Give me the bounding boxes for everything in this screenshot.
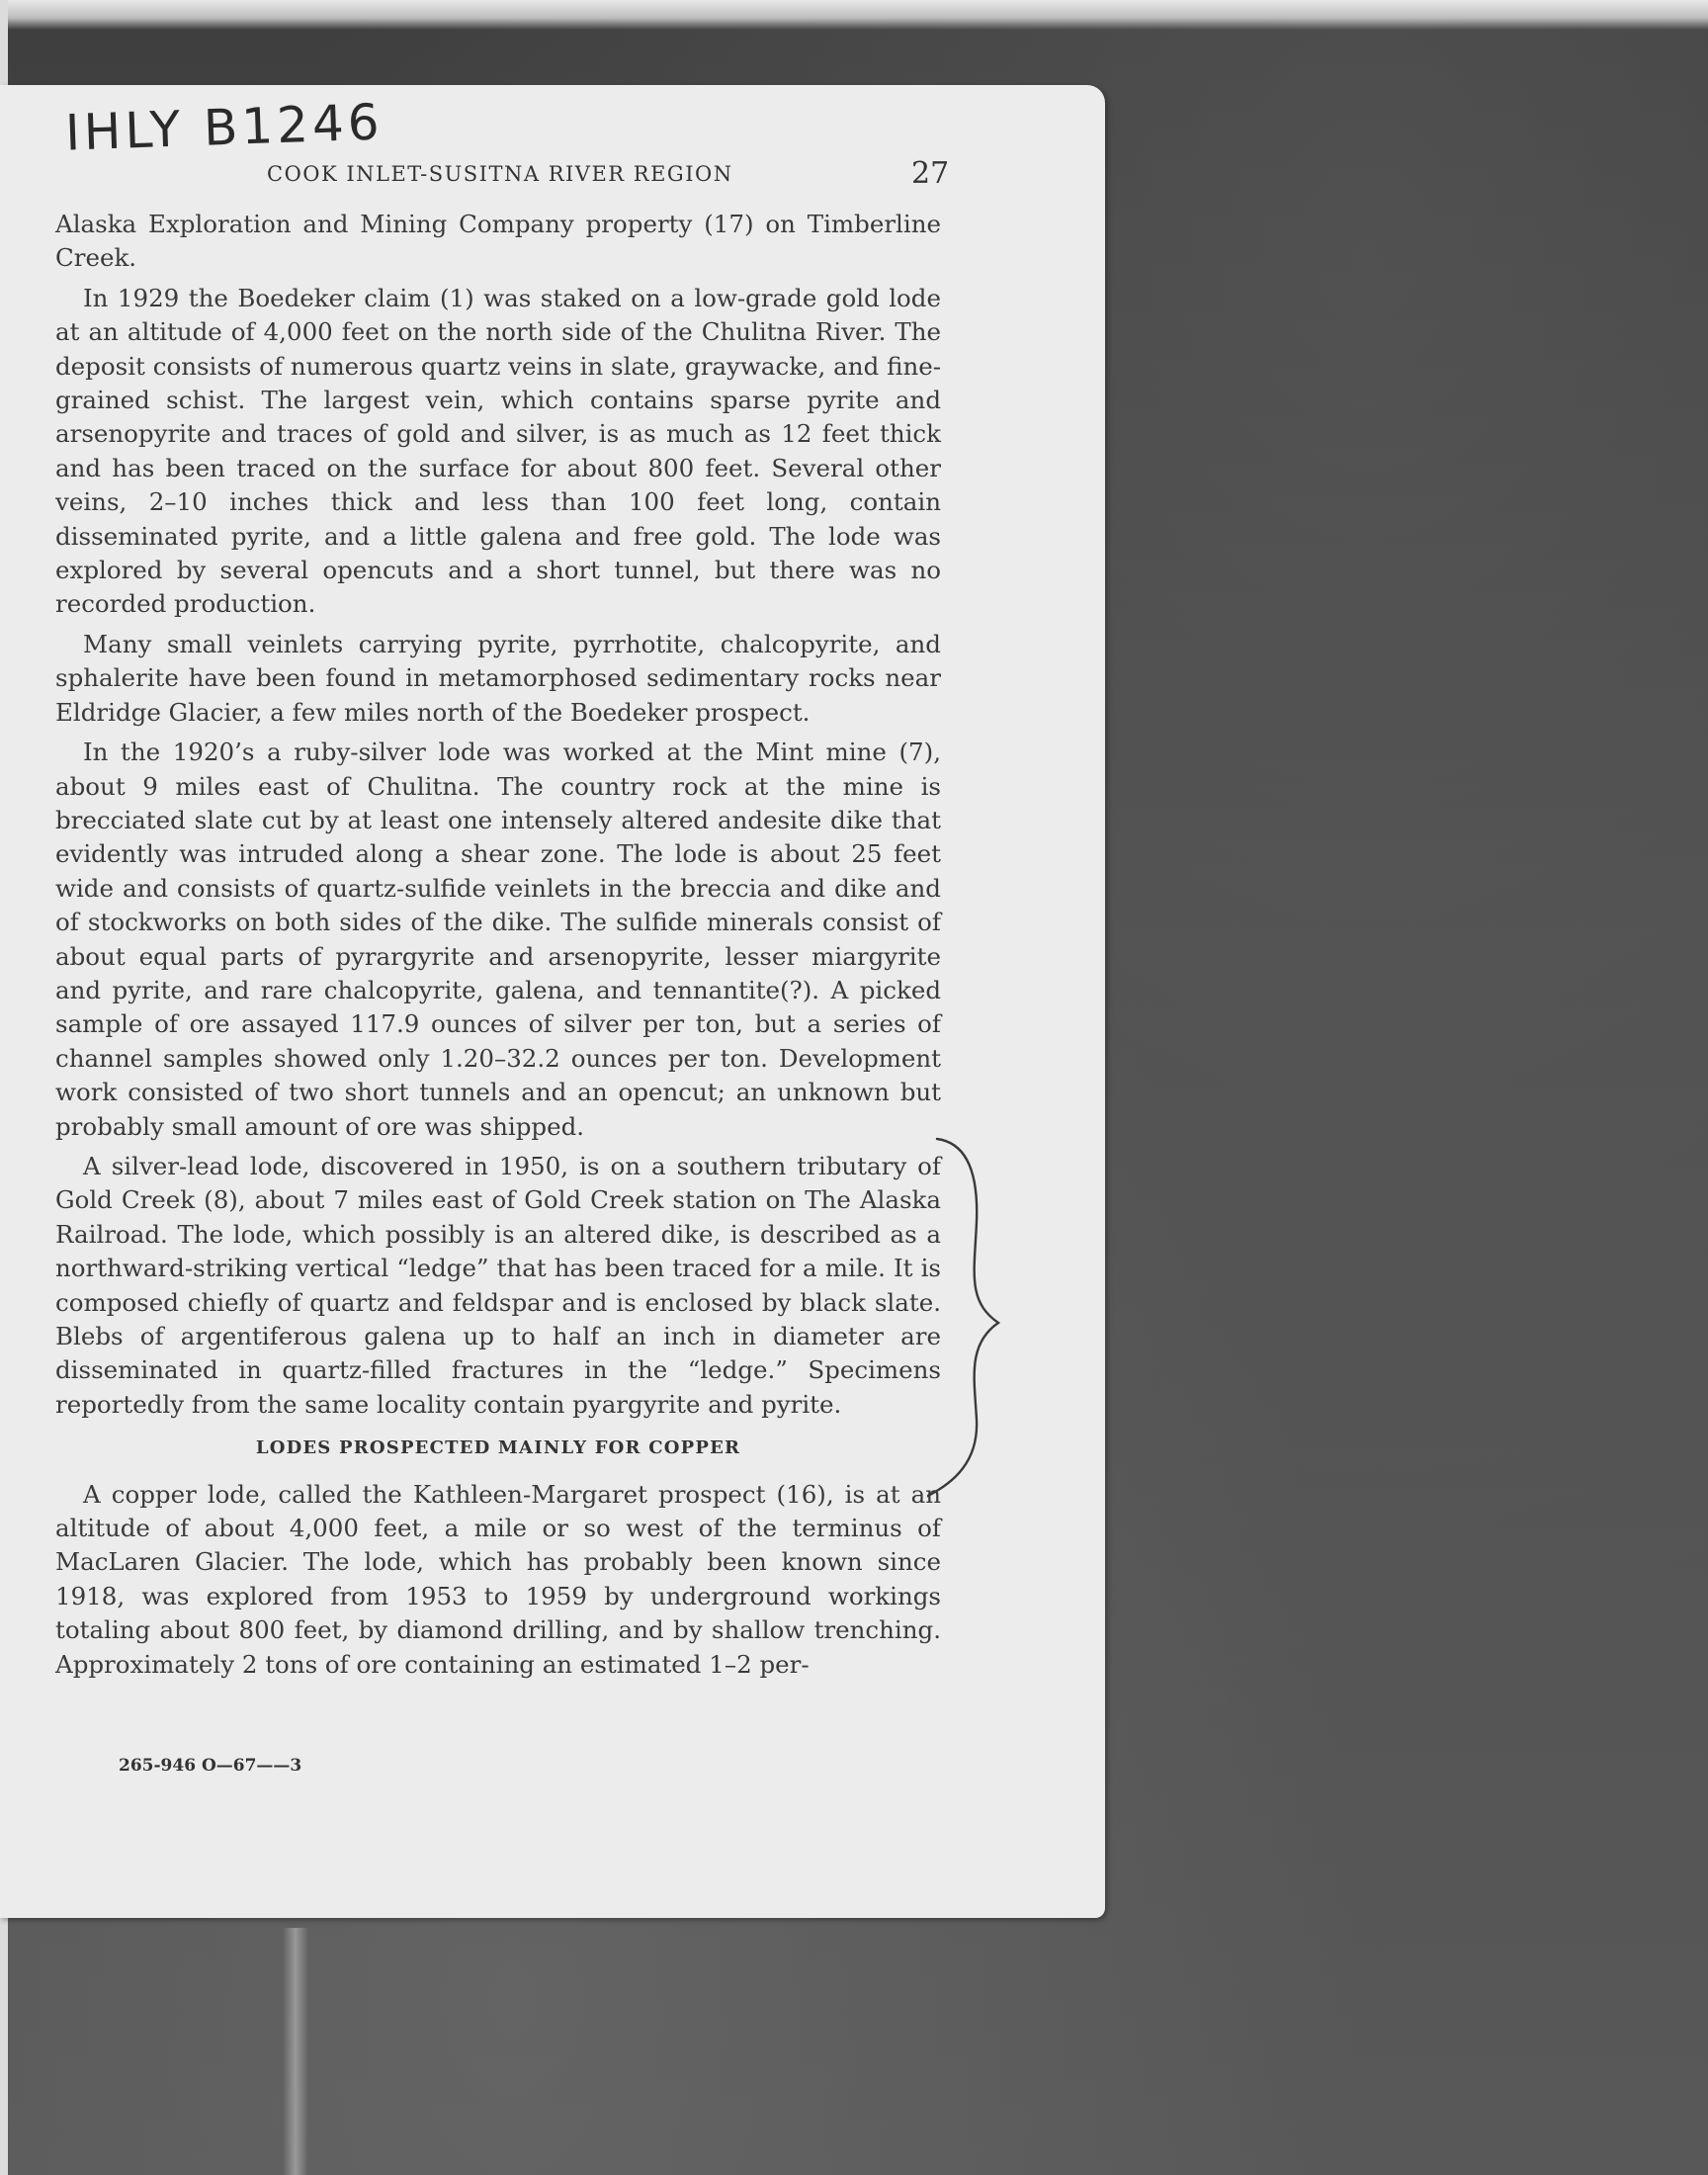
scan-streak [283,1928,308,2175]
paragraph-3: Many small veinlets carrying pyrite, pyrrhotite, chalcopyrite, and sphalerite have been found in metamorphosed sedimentary rocks near Eldridge Glacier, a few miles north of the Boedeker prospect. [55,629,941,727]
paragraph-2: In 1929 the Boedeker claim (1) was staked on a low-grade gold lode at an altitude of 4,000 feet on the north side of the Chulitna River. The deposit consists of numerous quartz veins in slate, graywacke, and fine-grained schist. The largest vein, which contains sparse pyrite and arsenopyrite and traces of gold and silver, is as much as 12 feet thick and has been traced on the surface for about 800 feet. Several other veins, 2–10 inches thick and less than 100 feet long, contain disseminated pyrite, and a little galena and free gold. The lode was explored by several opencuts and a short tunnel, but there was no recorded production. [55,283,941,619]
page-number: 27 [911,156,950,191]
handwritten-note: IHLY B1246 [64,93,384,162]
handwritten-brace [927,1133,1026,1509]
paragraph-4: In the 1920’s a ruby-silver lode was worked at the Mint mine (7), about 9 miles east of Chulitna. The country rock at the mine is brecciated slate cut by at least one intensely altered andesite dike that evidently was intruded along a shear zone. The lode is about 25 feet wide and consists of quartz-sulfide veinlets in the breccia and dike and of stockworks on both sides of the dike. The sulfide minerals consist of about equal parts of pyrargyrite and arsenopyrite, lesser miargyrite and pyrite, and rare chalcopyrite, galena, and tennantite(?). A picked sample of ore assayed 117.9 ounces of silver per ton, but a series of channel samples showed only 1.20–32.2 ounces per ton. Development work consisted of two short tunnels and an opencut; an unknown but probably small amount of ore was shipped. [55,738,941,1141]
body-text [55,208,941,1688]
scan-top-edge [0,0,1708,30]
print-code: 265-946 O—67——3 [119,1756,302,1776]
paragraph-1: Alaska Exploration and Mining Company property (17) on Timberline Creek. [55,210,941,273]
paragraph-6: A copper lode, called the Kathleen-Margaret prospect (16), is at an altitude of about 4,000 feet, a mile or so west of the terminus of MacLaren Glacier. The lode, which has probably been known since 1918, was explored from 1953 to 1959 by underground workings totaling about 800 feet, by diamond drilling, and by shallow trenching. Approximately 2 tons of ore containing an estimated 1–2 per- [55,1479,941,1679]
document-page [0,85,1105,1918]
paragraph-5: A silver-lead lode, discovered in 1950, is on a southern tributary of Gold Creek (8), about 7 miles east of Gold Creek station on The Alaska Railroad. The lode, which possibly is an altered dike, is described as a northward-striking vertical “ledge” that has been traced for a mile. It is composed chiefly of quartz and feldspar and is enclosed by black slate. Blebs of argentiferous galena up to half an inch in diameter are disseminated in quartz-filled fractures in the “ledge.” Specimens reportedly from the same locality contain pyargyrite and pyrite. [55,1151,941,1419]
running-header: COOK INLET-SUSITNA RIVER REGION [267,162,733,186]
section-heading: LODES PROSPECTED MAINLY FOR COPPER [255,1437,741,1459]
